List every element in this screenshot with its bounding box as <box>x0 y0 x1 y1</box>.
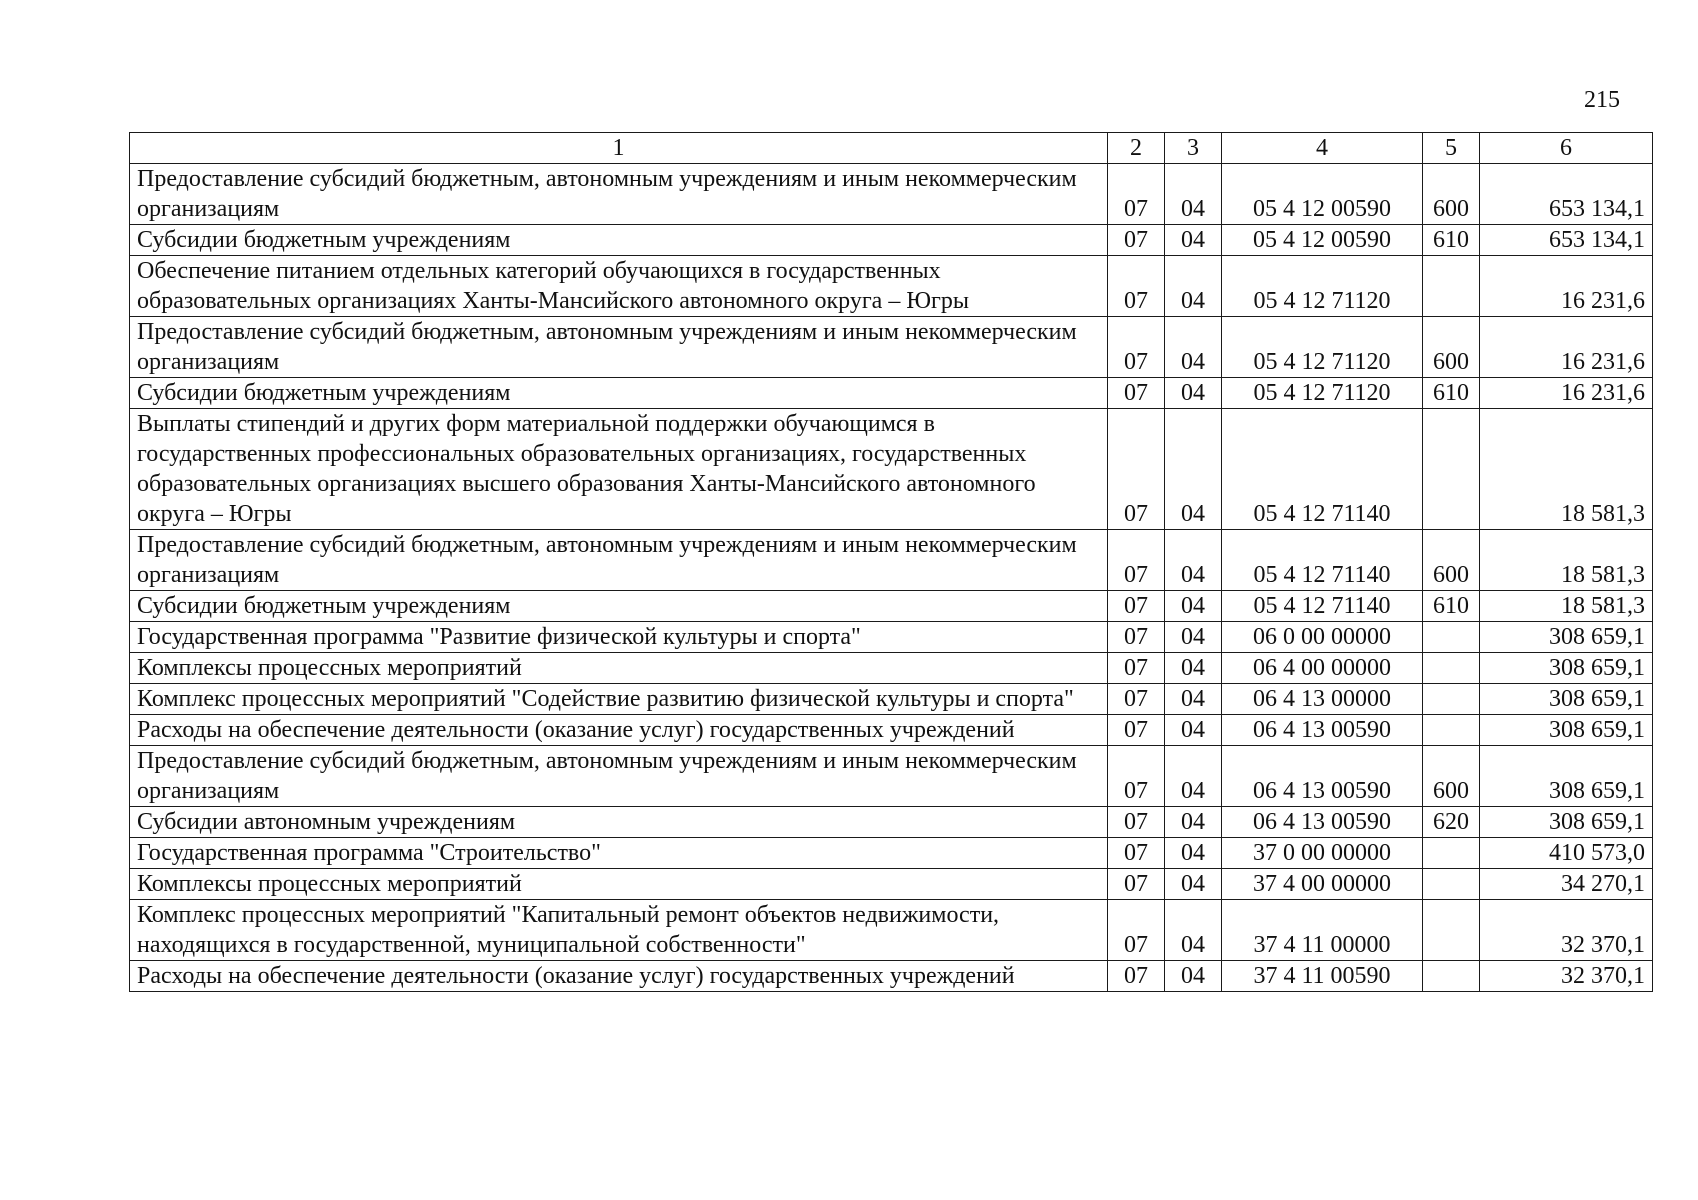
row-section-code: 07 <box>1108 869 1165 900</box>
row-amount: 16 231,6 <box>1480 256 1653 317</box>
row-expense-type-code <box>1423 961 1480 992</box>
row-expense-type-code: 620 <box>1423 807 1480 838</box>
row-amount: 18 581,3 <box>1480 409 1653 530</box>
table-row <box>130 807 1653 838</box>
row-amount: 308 659,1 <box>1480 622 1653 653</box>
row-subsection-code: 04 <box>1165 530 1222 591</box>
row-target-article-code: 37 4 00 00000 <box>1222 869 1423 900</box>
row-subsection-code: 04 <box>1165 409 1222 530</box>
row-name: Выплаты стипендий и других форм материальной поддержки обучающимся в государственных профессиональных образовательных организациях, государственных образовательных организациях высшего образования Ханты-Мансийского автономного округа – Югры <box>130 409 1108 530</box>
row-section-code: 07 <box>1108 900 1165 961</box>
column-header-3: 3 <box>1165 133 1222 164</box>
row-target-article-code: 05 4 12 71120 <box>1222 256 1423 317</box>
row-name: Расходы на обеспечение деятельности (оказание услуг) государственных учреждений <box>130 715 1108 746</box>
row-subsection-code: 04 <box>1165 869 1222 900</box>
row-target-article-code: 06 0 00 00000 <box>1222 622 1423 653</box>
row-section-code: 07 <box>1108 684 1165 715</box>
row-name: Обеспечение питанием отдельных категорий обучающихся в государственных образовательных организациях Ханты-Мансийского автономного округа – Югры <box>130 256 1108 317</box>
row-name: Государственная программа "Строительство" <box>130 838 1108 869</box>
row-section-code: 07 <box>1108 225 1165 256</box>
row-name: Субсидии бюджетным учреждениям <box>130 591 1108 622</box>
column-header-5: 5 <box>1423 133 1480 164</box>
row-section-code: 07 <box>1108 807 1165 838</box>
row-expense-type-code <box>1423 869 1480 900</box>
row-amount: 18 581,3 <box>1480 530 1653 591</box>
row-expense-type-code <box>1423 900 1480 961</box>
row-subsection-code: 04 <box>1165 715 1222 746</box>
row-target-article-code: 37 0 00 00000 <box>1222 838 1423 869</box>
row-subsection-code: 04 <box>1165 378 1222 409</box>
row-amount: 16 231,6 <box>1480 378 1653 409</box>
table-row <box>130 317 1653 378</box>
row-expense-type-code <box>1423 684 1480 715</box>
row-section-code: 07 <box>1108 409 1165 530</box>
row-expense-type-code <box>1423 622 1480 653</box>
row-amount: 308 659,1 <box>1480 684 1653 715</box>
row-section-code: 07 <box>1108 715 1165 746</box>
budget-table <box>129 132 1653 992</box>
row-expense-type-code <box>1423 409 1480 530</box>
table-row <box>130 838 1653 869</box>
table-row <box>130 164 1653 225</box>
row-subsection-code: 04 <box>1165 838 1222 869</box>
row-name: Предоставление субсидий бюджетным, автономным учреждениям и иным некоммерческим организациям <box>130 530 1108 591</box>
row-target-article-code: 06 4 00 00000 <box>1222 653 1423 684</box>
row-amount: 32 370,1 <box>1480 900 1653 961</box>
table-row <box>130 684 1653 715</box>
table-row <box>130 961 1653 992</box>
row-name: Предоставление субсидий бюджетным, автономным учреждениям и иным некоммерческим организациям <box>130 746 1108 807</box>
column-header-4: 4 <box>1222 133 1423 164</box>
row-name: Комплекс процессных мероприятий "Капитальный ремонт объектов недвижимости, находящихся в государственной, муниципальной собственности" <box>130 900 1108 961</box>
table-row <box>130 653 1653 684</box>
row-target-article-code: 05 4 12 71140 <box>1222 591 1423 622</box>
row-name: Предоставление субсидий бюджетным, автономным учреждениям и иным некоммерческим организациям <box>130 164 1108 225</box>
row-name: Субсидии бюджетным учреждениям <box>130 378 1108 409</box>
row-section-code: 07 <box>1108 838 1165 869</box>
row-section-code: 07 <box>1108 530 1165 591</box>
row-target-article-code: 05 4 12 71120 <box>1222 378 1423 409</box>
row-subsection-code: 04 <box>1165 164 1222 225</box>
table-row <box>130 622 1653 653</box>
column-header-1: 1 <box>130 133 1108 164</box>
table-row <box>130 900 1653 961</box>
row-name: Субсидии бюджетным учреждениям <box>130 225 1108 256</box>
row-subsection-code: 04 <box>1165 746 1222 807</box>
row-name: Комплексы процессных мероприятий <box>130 869 1108 900</box>
row-subsection-code: 04 <box>1165 807 1222 838</box>
row-expense-type-code: 610 <box>1423 225 1480 256</box>
table-row <box>130 225 1653 256</box>
row-target-article-code: 05 4 12 71140 <box>1222 530 1423 591</box>
row-expense-type-code: 600 <box>1423 164 1480 225</box>
row-expense-type-code <box>1423 838 1480 869</box>
row-target-article-code: 06 4 13 00590 <box>1222 746 1423 807</box>
row-subsection-code: 04 <box>1165 317 1222 378</box>
row-amount: 653 134,1 <box>1480 225 1653 256</box>
table-row <box>130 256 1653 317</box>
row-section-code: 07 <box>1108 256 1165 317</box>
row-amount: 308 659,1 <box>1480 715 1653 746</box>
row-target-article-code: 05 4 12 71120 <box>1222 317 1423 378</box>
page-number: 215 <box>1584 87 1620 113</box>
row-amount: 308 659,1 <box>1480 746 1653 807</box>
row-name: Субсидии автономным учреждениям <box>130 807 1108 838</box>
row-section-code: 07 <box>1108 622 1165 653</box>
row-expense-type-code <box>1423 256 1480 317</box>
row-target-article-code: 37 4 11 00000 <box>1222 900 1423 961</box>
row-section-code: 07 <box>1108 317 1165 378</box>
table-row <box>130 409 1653 530</box>
row-target-article-code: 06 4 13 00590 <box>1222 807 1423 838</box>
table-header <box>130 133 1653 164</box>
row-target-article-code: 05 4 12 00590 <box>1222 164 1423 225</box>
row-target-article-code: 37 4 11 00590 <box>1222 961 1423 992</box>
row-subsection-code: 04 <box>1165 653 1222 684</box>
row-expense-type-code: 600 <box>1423 317 1480 378</box>
row-subsection-code: 04 <box>1165 684 1222 715</box>
row-section-code: 07 <box>1108 591 1165 622</box>
row-expense-type-code: 610 <box>1423 378 1480 409</box>
row-amount: 308 659,1 <box>1480 653 1653 684</box>
row-target-article-code: 06 4 13 00590 <box>1222 715 1423 746</box>
row-section-code: 07 <box>1108 961 1165 992</box>
table-row <box>130 869 1653 900</box>
row-target-article-code: 06 4 13 00000 <box>1222 684 1423 715</box>
row-name: Расходы на обеспечение деятельности (оказание услуг) государственных учреждений <box>130 961 1108 992</box>
row-expense-type-code: 610 <box>1423 591 1480 622</box>
header-row <box>130 133 1653 164</box>
row-amount: 34 270,1 <box>1480 869 1653 900</box>
row-target-article-code: 05 4 12 71140 <box>1222 409 1423 530</box>
row-expense-type-code <box>1423 653 1480 684</box>
table-row <box>130 746 1653 807</box>
table-body <box>130 164 1653 992</box>
row-amount: 653 134,1 <box>1480 164 1653 225</box>
table-row <box>130 530 1653 591</box>
row-name: Комплекс процессных мероприятий "Содействие развитию физической культуры и спорта" <box>130 684 1108 715</box>
row-subsection-code: 04 <box>1165 622 1222 653</box>
row-amount: 32 370,1 <box>1480 961 1653 992</box>
column-header-6: 6 <box>1480 133 1653 164</box>
row-subsection-code: 04 <box>1165 900 1222 961</box>
row-section-code: 07 <box>1108 746 1165 807</box>
row-expense-type-code: 600 <box>1423 746 1480 807</box>
row-subsection-code: 04 <box>1165 256 1222 317</box>
row-subsection-code: 04 <box>1165 961 1222 992</box>
row-amount: 16 231,6 <box>1480 317 1653 378</box>
column-header-2: 2 <box>1108 133 1165 164</box>
table-row <box>130 591 1653 622</box>
row-section-code: 07 <box>1108 378 1165 409</box>
row-amount: 308 659,1 <box>1480 807 1653 838</box>
row-expense-type-code: 600 <box>1423 530 1480 591</box>
row-subsection-code: 04 <box>1165 225 1222 256</box>
row-name: Предоставление субсидий бюджетным, автономным учреждениям и иным некоммерческим организациям <box>130 317 1108 378</box>
row-section-code: 07 <box>1108 653 1165 684</box>
row-expense-type-code <box>1423 715 1480 746</box>
row-amount: 18 581,3 <box>1480 591 1653 622</box>
table-row <box>130 378 1653 409</box>
row-target-article-code: 05 4 12 00590 <box>1222 225 1423 256</box>
row-name: Комплексы процессных мероприятий <box>130 653 1108 684</box>
row-name: Государственная программа "Развитие физической культуры и спорта" <box>130 622 1108 653</box>
row-subsection-code: 04 <box>1165 591 1222 622</box>
row-section-code: 07 <box>1108 164 1165 225</box>
table-row <box>130 715 1653 746</box>
row-amount: 410 573,0 <box>1480 838 1653 869</box>
